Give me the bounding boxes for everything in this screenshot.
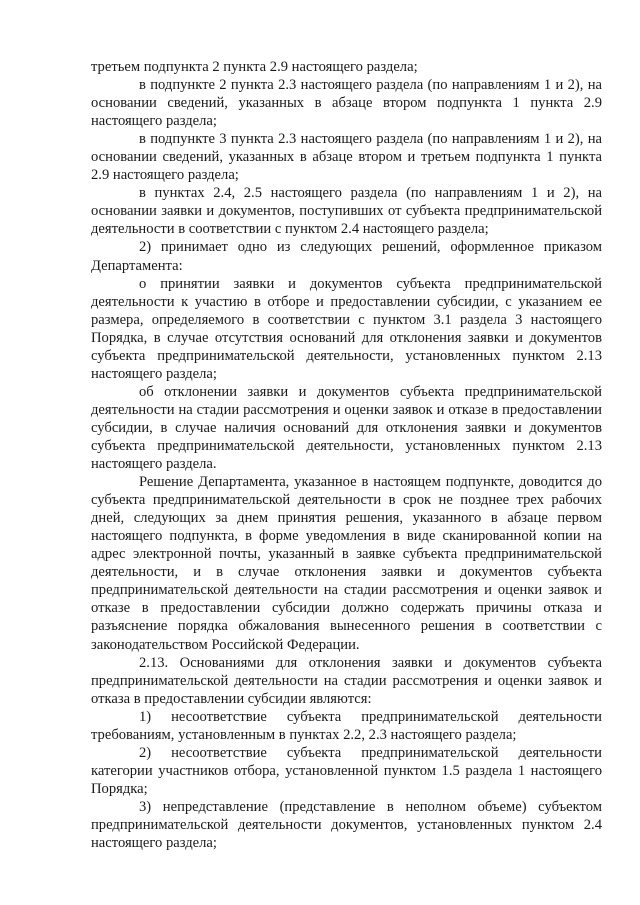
- paragraph-accept: о принятии заявки и документов субъекта предпринимательской деятельности к участию в отборе и предоставлении субсидии, с указанием ее размера, определяемого в соответствии с пунктом 3.1 раздела 3 настоящего Порядка, в случае отсутствия оснований для отклонения заявки и документов субъекта предпринимательской деятельности, установленных пунктом 2.13 настоящего раздела;: [91, 275, 602, 382]
- paragraph-2-13: 2.13. Основаниями для отклонения заявки и документов субъекта предпринимательской деятельности на стадии рассмотрения и оценки заявок и отказа в предоставлении субсидии являются:: [91, 654, 602, 707]
- paragraph-2-13-item-1: 1) несоответствие субъекта предпринимательской деятельности требованиям, установленным в пунктах 2.2, 2.3 настоящего раздела;: [91, 708, 602, 743]
- paragraph-2-3-sub3: в подпункте 3 пункта 2.3 настоящего раздела (по направлениям 1 и 2), на основании сведений, указанных в абзаце втором и третьем подпункта 1 пункта 2.9 настоящего раздела;: [91, 131, 602, 184]
- paragraph-2-3-sub2: в подпункте 2 пункта 2.3 настоящего раздела (по направлениям 1 и 2), на основании сведений, указанных в абзаце втором подпункта 1 пункта 2.9 настоящего раздела;: [91, 77, 602, 130]
- paragraph-2-13-item-3: 3) непредставление (представление в неполном объеме) субъектом предпринимательской деятельности документов, установленных пунктом 2.4 настоящего раздела;: [91, 798, 602, 852]
- paragraph-notification: Решение Департамента, указанное в настоящем подпункте, доводится до субъекта предпринимательской деятельности в срок не позднее трех рабочих дней, следующих за днем принятия решения, указанного в абзаце первом настоящего подпункта, в форме уведомления в виде сканированной копии на адрес электронной почты, указанный в заявке субъекта предпринимательской деятельности, и в случае отклонения заявки и документов субъекта предпринимательской деятельности на стадии рассмотрения и оценки заявок и отказе в предоставлении субсидии должно содержать причины отказа и разъяснение порядка обжалования вынесенного решения в соответствии с законодательством Российской Федерации.: [91, 474, 602, 653]
- paragraph-2-13-item-2: 2) несоответствие субъекта предпринимательской деятельности категории участников отбора, установленной пунктом 1.5 раздела 1 настоящего Порядка;: [91, 744, 602, 797]
- paragraph-2-4-2-5: в пунктах 2.4, 2.5 настоящего раздела (по направлениям 1 и 2), на основании заявки и документов, поступивших от субъекта предпринимательской деятельности в соответствии с пунктом 2.4 настоящего раздела;: [91, 185, 602, 238]
- paragraph-continuation: третьем подпункта 2 пункта 2.9 настоящего раздела;: [91, 59, 418, 75]
- paragraph-decision-2: 2) принимает одно из следующих решений, оформленное приказом Департамента:: [91, 239, 602, 274]
- paragraph-reject: об отклонении заявки и документов субъекта предпринимательской деятельности на стадии рассмотрения и оценки заявок и отказе в предоставлении субсидии, в случае наличия оснований для отклонения заявки и документов субъекта предпринимательской деятельности, установленных пунктом 2.13 настоящего раздела.: [91, 383, 602, 473]
